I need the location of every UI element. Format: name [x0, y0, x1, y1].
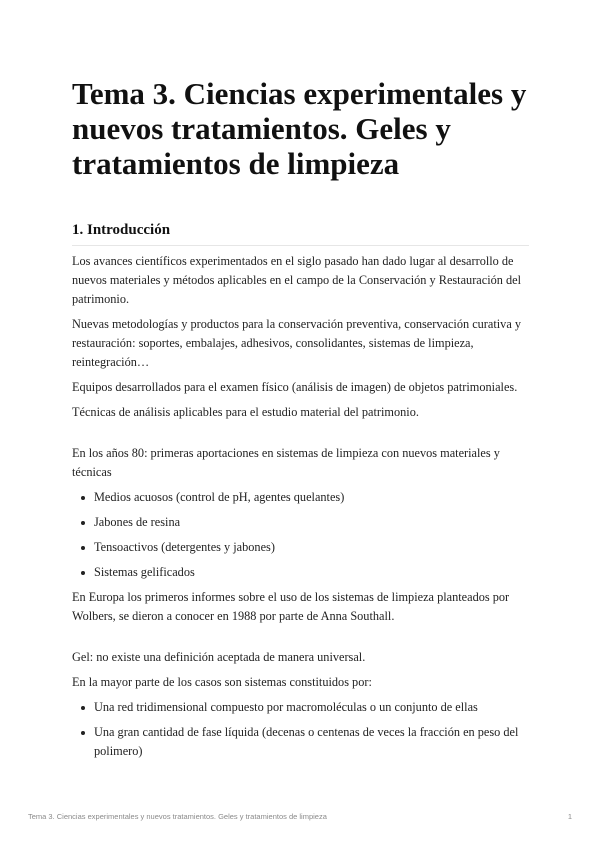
paragraph: En los años 80: primeras aportaciones en sistemas de limpieza con nuevos materiales y técnicas: [72, 446, 500, 479]
paragraph: Gel: no existe una definición aceptada de manera universal.: [72, 650, 366, 664]
list-item: Una red tridimensional compuesto por macromoléculas o un conjunto de ellas: [94, 698, 528, 717]
list-item: Una gran cantidad de fase líquida (decenas o centenas de veces la fracción en peso del polimero): [94, 723, 528, 761]
paragraph: Técnicas de análisis aplicables para el estudio material del patrimonio.: [72, 405, 419, 419]
document-body: [72, 252, 528, 767]
heading-divider: [72, 245, 529, 246]
paragraph: En Europa los primeros informes sobre el uso de los sistemas de limpieza planteados por Wolbers, se dieron a conocer en 1988 por parte de Anna Southall.: [72, 590, 510, 623]
list-item: Medios acuosos (control de pH, agentes quelantes): [94, 488, 528, 507]
paragraph: En la mayor parte de los casos son sistemas constituidos por:: [72, 675, 372, 689]
list-item: Sistemas gelificados: [94, 563, 528, 582]
list-item: Tensoactivos (detergentes y jabones): [94, 538, 528, 557]
paragraph: Nuevas metodologías y productos para la conservación preventiva, conservación curativa y restauración: soportes, embalajes, adhesivos, consolidantes, sistemas de limpieza, reintegración…: [72, 317, 522, 369]
list-item: Jabones de resina: [94, 513, 528, 532]
page-number: 1: [567, 812, 572, 821]
section-heading: 1. Introducción: [72, 222, 171, 238]
footer-running-title: Tema 3. Ciencias experimentales y nuevos tratamientos. Geles y tratamientos de limpieza: [28, 812, 327, 821]
paragraph: Los avances científicos experimentados en el siglo pasado han dado lugar al desarrollo de nuevos materiales y métodos aplicables en el campo de la Conservación y Restauración del patrimonio.: [72, 254, 522, 306]
page-footer: [28, 812, 572, 821]
document-title: Tema 3. Ciencias experimentales y nuevos tratamientos. Geles y tratamientos de limpieza: [72, 76, 527, 181]
cleaning-systems-list: [72, 488, 528, 582]
paragraph: Equipos desarrollados para el examen físico (análisis de imagen) de objetos patrimoniales.: [72, 380, 518, 394]
gel-components-list: [72, 698, 528, 761]
